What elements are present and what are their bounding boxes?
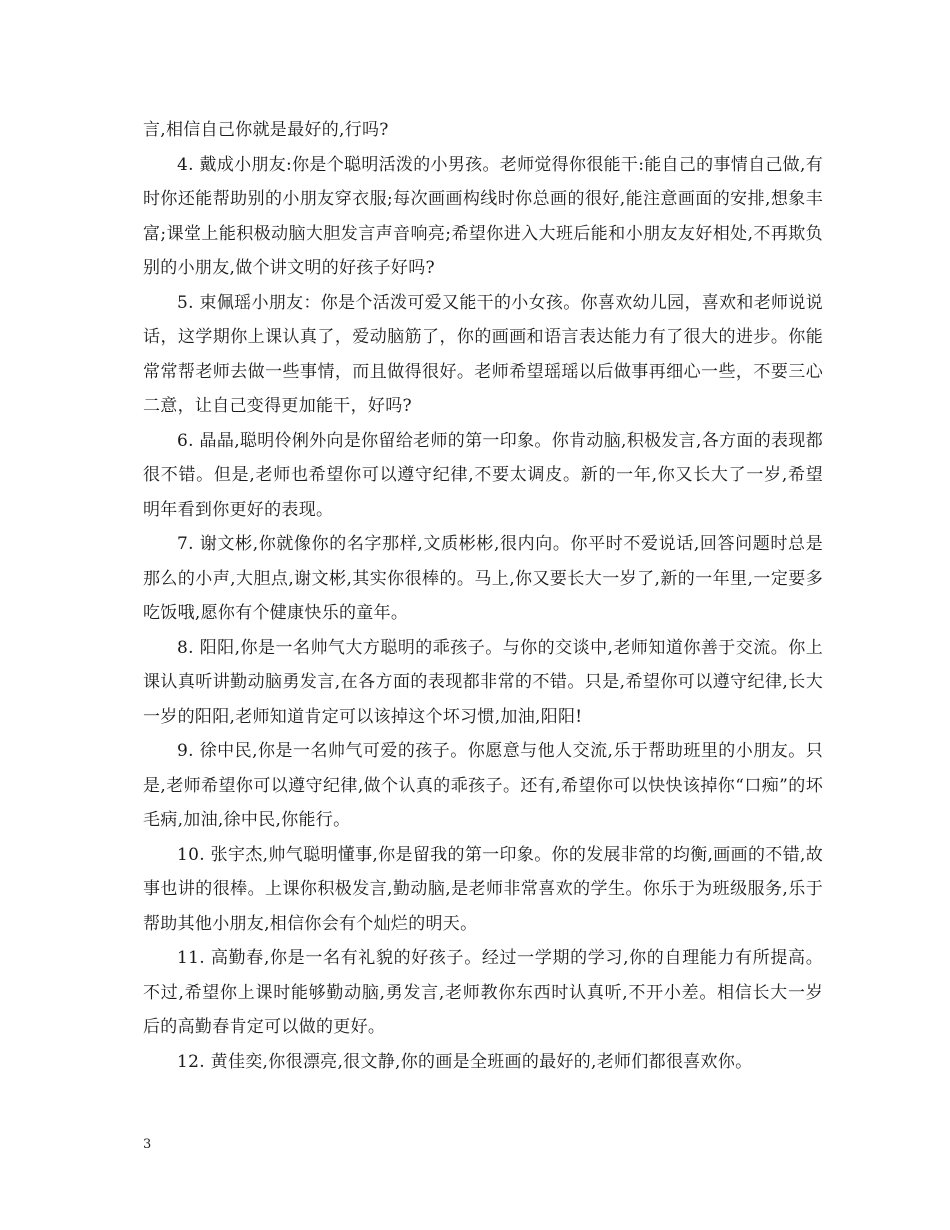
paragraph-9: 9. 徐中民,你是一名帅气可爱的孩子。你愿意与他人交流,乐于帮助班里的小朋友。只是,老师希望你可以遵守纪律,做个认真的乖孩子。还有,希望你可以快快该掉你“口痴”的坏毛病,加油,徐中民,你能行。 [143, 741, 823, 830]
paragraph-4: 4. 戴成小朋友:你是个聪明活泼的小男孩。老师觉得你很能干:能自己的事情自己做,有时你还能帮助别的小朋友穿衣服;每次画画构线时你总画的很好,能注意画面的安排,想象丰富;课堂上能积极动脑大胆发言声音响亮;希望你进入大班后能和小朋友友好相处,不再欺负别的小朋友,做个讲文明的好孩子好吗? [143, 154, 823, 278]
paragraph-12: 12. 黄佳奕,你很漂亮,很文静,你的画是全班画的最好的,老师们都很喜欢你。 [177, 1051, 753, 1072]
continuation-paragraph: 言,相信自己你就是最好的,行吗? [143, 120, 389, 140]
paragraph-11: 11. 高勤春,你是一名有礼貌的好孩子。经过一学期的学习,你的自理能力有所提高。不过,希望你上课时能够勤动脑,勇发言,老师教你东西时认真听,不开小差。相信长大一岁后的高勤春肯定可以做的更好。 [143, 948, 823, 1037]
paragraph-8: 8. 阳阳,你是一名帅气大方聪明的乖孩子。与你的交谈中,老师知道你善于交流。你上课认真听讲勤动脑勇发言,在各方面的表现都非常的不错。只是,希望你可以遵守纪律,长大一岁的阳阳,老师知道肯定可以该掉这个坏习惯,加油,阳阳! [143, 637, 823, 727]
paragraph-5: 5. 束佩瑶小朋友：你是个活泼可爱又能干的小女孩。你喜欢幼儿园，喜欢和老师说说话，这学期你上课认真了，爱动脑筋了，你的画画和语言表达能力有了很大的进步。你能常常帮老师去做一些事情，而且做得很好。老师希望瑶瑶以后做事再细心一些，不要三心二意，让自己变得更加能干，好吗? [143, 292, 823, 416]
page-number: 3 [143, 1137, 152, 1152]
document-body [143, 113, 823, 1079]
paragraph-7: 7. 谢文彬,你就像你的名字那样,文质彬彬,很内向。你平时不爱说话,回答问题时总是那么的小声,大胆点,谢文彬,其实你很棒的。马上,你又要长大一岁了,新的一年里,一定要多吃饭哦,愿你有个健康快乐的童年。 [143, 534, 823, 623]
paragraph-10: 10. 张宇杰,帅气聪明懂事,你是留我的第一印象。你的发展非常的均衡,画画的不错,故事也讲的很棒。上课你积极发言,勤动脑,是老师非常喜欢的学生。你乐于为班级服务,乐于帮助其他小朋友,相信你会有个灿烂的明天。 [143, 844, 823, 934]
paragraph-6: 6. 晶晶,聪明伶俐外向是你留给老师的第一印象。你肯动脑,积极发言,各方面的表现都很不错。但是,老师也希望你可以遵守纪律,不要太调皮。新的一年,你又长大了一岁,希望明年看到你更好的表现。 [143, 430, 823, 520]
